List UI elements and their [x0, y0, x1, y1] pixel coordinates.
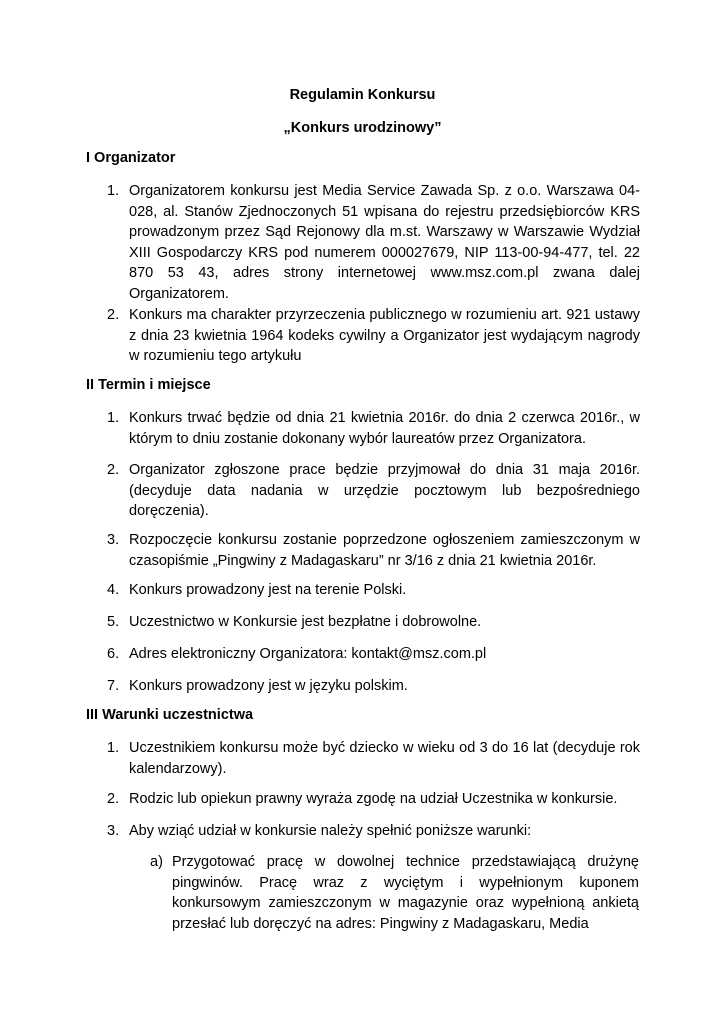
list-item: [107, 580, 640, 601]
list-item-text: Organizatorem konkursu jest Media Service Zawada Sp. z o.o. Warszawa 04-028, al. Stanów Zjednoczonych 51 wpisana do rejestru przedsiębiorców KRS prowadzonym przez Sąd Rejonowy dla m.st. Warszawy w Warszawie Wydział XIII Gospodarczy KRS pod numerem 000027679, NIP 113-00-94-477, tel. 22 870 53 43, adres strony internetowej www.msz.com.pl zwana dalej Organizatorem.: [129, 183, 640, 302]
list-item-text: Adres elektroniczny Organizatora: kontakt@msz.com.pl: [129, 646, 487, 662]
section-heading-organizator: I Organizator: [86, 150, 176, 166]
list-item: [107, 530, 640, 571]
list-item-number: 4.: [107, 582, 120, 598]
section-heading-termin: II Termin i miejsce: [86, 377, 211, 393]
list-item: [107, 789, 640, 810]
section-heading-warunki: III Warunki uczestnictwa: [86, 707, 254, 723]
document-title: Regulamin Konkursu: [289, 87, 436, 103]
list-item-number: 2.: [107, 791, 120, 807]
list-item-number: 3.: [107, 823, 120, 839]
list-item-number: 1.: [107, 410, 120, 426]
list-item: [107, 644, 640, 665]
list-item: [107, 305, 640, 367]
document-subtitle: „Konkurs urodzinowy”: [283, 120, 442, 136]
list-item-number: 6.: [107, 646, 120, 662]
list-item: [107, 460, 640, 522]
list-item-number: 2.: [107, 462, 120, 478]
list-item-text: Rozpoczęcie konkursu zostanie poprzedzone ogłoszeniem zamieszczonym w czasopiśmie „Pingwiny z Madagaskaru” nr 3/16 z dnia 21 kwietnia 2016r.: [129, 532, 640, 569]
list-item: [107, 612, 640, 633]
list-item: [107, 738, 640, 779]
list-item-text: Aby wziąć udział w konkursie należy spełnić poniższe warunki:: [129, 823, 532, 839]
list-item-text: Konkurs prowadzony jest na terenie Polski.: [129, 582, 407, 598]
list-item: [107, 181, 640, 304]
list-item-number: 1.: [107, 740, 120, 756]
sub-list-item-text: Przygotować pracę w dowolnej technice przedstawiającą drużynę pingwinów. Pracę wraz z wyciętym i wypełnionym kuponem konkursowym zamieszczonym w magazynie oraz wypełnioną ankietą przesłać lub doręczyć na adres: Pingwiny z Madagaskaru, Media: [172, 854, 639, 932]
list-item-text: Uczestnictwo w Konkursie jest bezpłatne i dobrowolne.: [129, 614, 482, 630]
list-item-number: 3.: [107, 532, 120, 548]
list-item: [107, 676, 640, 697]
list-item-number: 2.: [107, 307, 120, 323]
list-item-text: Rodzic lub opiekun prawny wyraża zgodę na udział Uczestnika w konkursie.: [129, 791, 618, 807]
sub-list-item-letter: a): [150, 854, 163, 870]
list-item-number: 7.: [107, 678, 120, 694]
list-item-text: Uczestnikiem konkursu może być dziecko w wieku od 3 do 16 lat (decyduje rok kalendarzowy).: [129, 740, 640, 777]
list-item-number: 5.: [107, 614, 120, 630]
list-item: [107, 408, 640, 449]
list-item-text: Organizator zgłoszone prace będzie przyjmował do dnia 31 maja 2016r. (decyduje data nadania w urzędzie pocztowym lub bezpośredniego doręczenia).: [129, 462, 640, 519]
list-item-number: 1.: [107, 183, 120, 199]
list-item: [107, 821, 640, 842]
list-item-text: Konkurs prowadzony jest w języku polskim.: [129, 678, 408, 694]
list-item-text: Konkurs ma charakter przyrzeczenia publicznego w rozumieniu art. 921 ustawy z dnia 23 kwietnia 1964 kodeks cywilny a Organizator jest wydającym nagrody w rozumieniu tego artykułu: [129, 307, 640, 364]
list-item-text: Konkurs trwać będzie od dnia 21 kwietnia 2016r. do dnia 2 czerwca 2016r., w którym to dniu zostanie dokonany wybór laureatów przez Organizatora.: [129, 410, 640, 447]
sub-list-item: [150, 852, 639, 934]
